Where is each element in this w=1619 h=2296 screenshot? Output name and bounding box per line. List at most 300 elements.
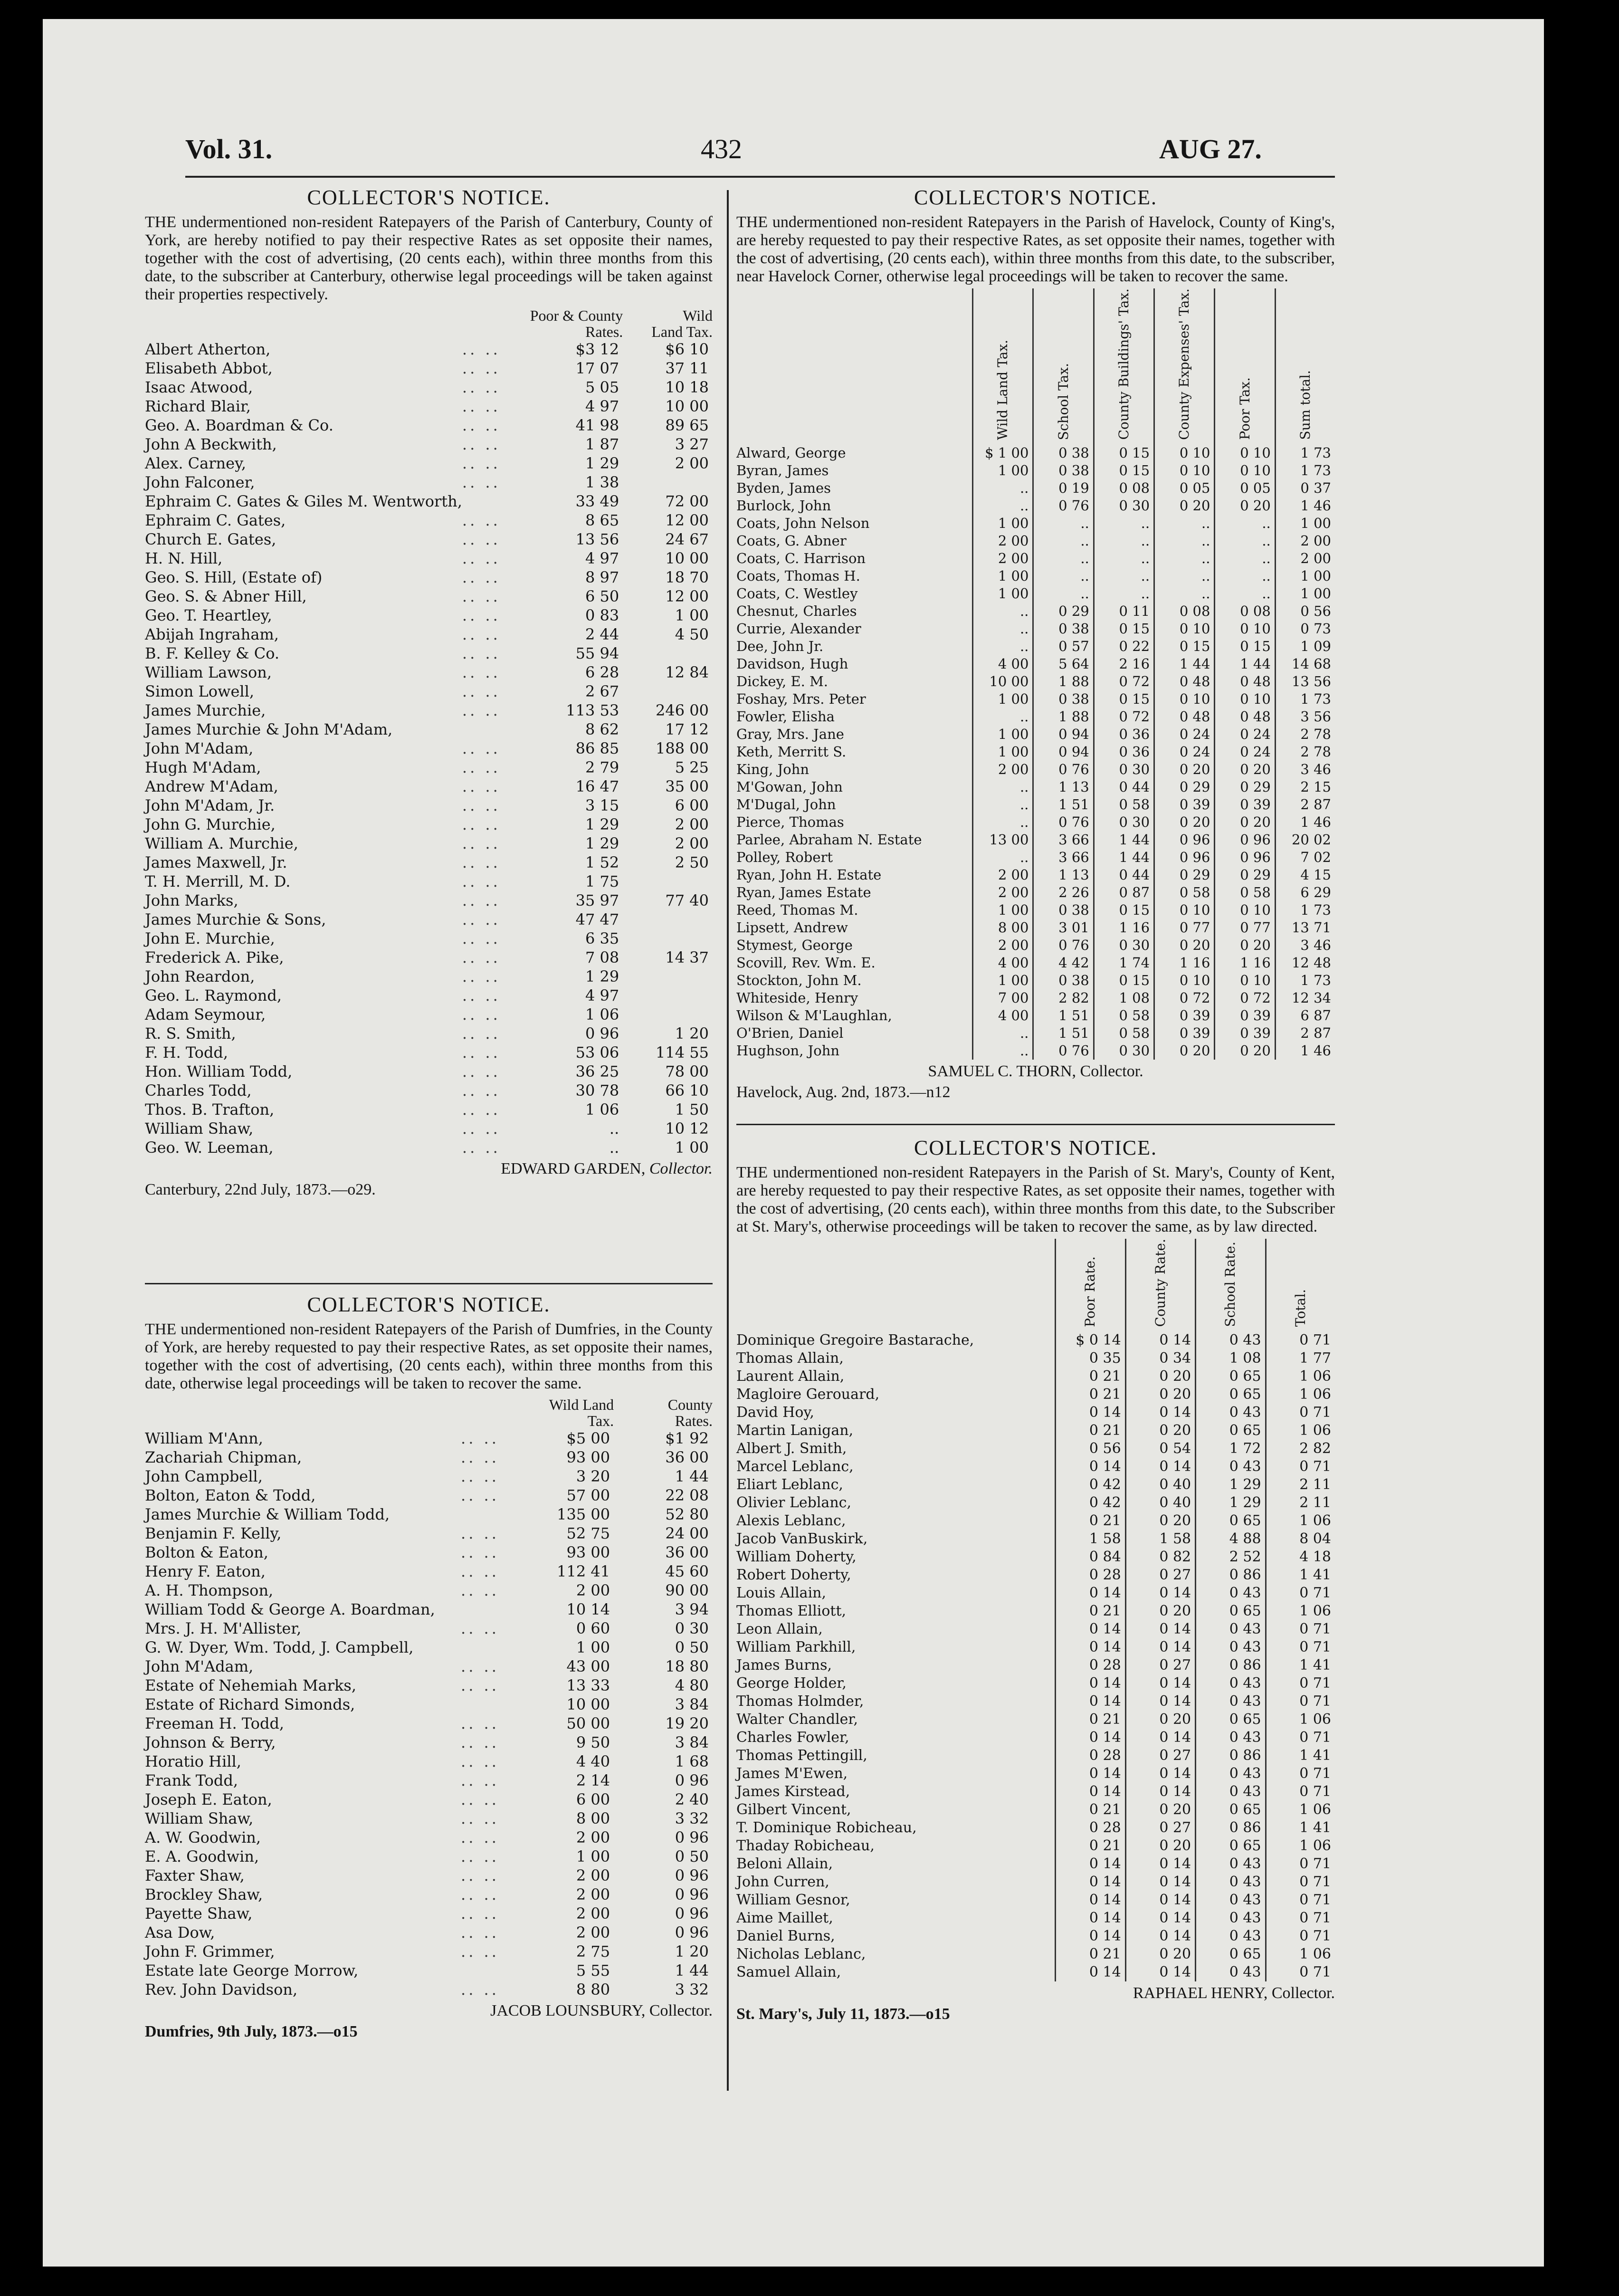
rate-value: 0 72 bbox=[1094, 673, 1154, 690]
ratepayer-name: Faxter Shaw, bbox=[145, 1866, 245, 1885]
rate-value: 1 73 bbox=[1275, 444, 1335, 462]
ratepayer-name: Alward, George bbox=[736, 444, 846, 461]
rate-value: .. bbox=[973, 813, 1033, 831]
rate-value: 41 98 bbox=[575, 416, 619, 434]
ratepayer-name: Coats, G. Abner bbox=[736, 532, 847, 549]
rate-value: .. bbox=[1094, 550, 1154, 567]
rate-value: .. bbox=[1154, 567, 1215, 585]
rate-value: 4 97 bbox=[585, 397, 619, 415]
rate-value: 0 65 bbox=[1196, 1945, 1266, 1963]
rate-value: 2 16 bbox=[1094, 655, 1154, 673]
table-row bbox=[145, 1505, 713, 1524]
rate-value: 0 72 bbox=[1154, 989, 1215, 1007]
table-row bbox=[736, 1476, 1335, 1494]
rate-value: 3 94 bbox=[675, 1600, 709, 1618]
rate-value: 0 14 bbox=[1125, 1873, 1195, 1891]
rate-value: 4 00 bbox=[973, 655, 1033, 673]
ratepayer-name: Martin Lanigan, bbox=[736, 1422, 854, 1439]
rate-value: 1 44 bbox=[1094, 831, 1154, 849]
ratepayer-name: James Murchie & William Todd, bbox=[145, 1505, 390, 1523]
ratepayer-name: William Gesnor, bbox=[736, 1892, 850, 1909]
leader-dots: .. .. bbox=[462, 1119, 501, 1138]
rate-value: 1 44 bbox=[1154, 655, 1215, 673]
ratepayer-name: Freeman H. Todd, bbox=[145, 1714, 285, 1732]
rate-value bbox=[623, 1005, 713, 1024]
rate-value: 1 50 bbox=[675, 1100, 709, 1119]
rate-value: 1 73 bbox=[1275, 462, 1335, 479]
rate-value: 0 44 bbox=[1094, 866, 1154, 884]
table-row bbox=[736, 1963, 1335, 1981]
ratepayer-name: O'Brien, Daniel bbox=[736, 1024, 844, 1041]
table-row bbox=[736, 831, 1335, 849]
rate-value: 0 14 bbox=[1125, 1855, 1195, 1873]
leader-dots: .. .. bbox=[462, 1100, 501, 1119]
rate-value: 2 44 bbox=[585, 625, 619, 643]
rate-value: 135 00 bbox=[557, 1505, 610, 1523]
rate-value: $3 12 bbox=[575, 340, 619, 358]
table-row bbox=[145, 568, 713, 587]
rate-value: 0 48 bbox=[1154, 708, 1215, 726]
rate-value: 3 01 bbox=[1033, 919, 1094, 937]
table-row bbox=[145, 948, 713, 967]
rate-value: 0 14 bbox=[1125, 1674, 1195, 1693]
rate-value: 1 09 bbox=[1275, 638, 1335, 655]
ratepayer-name: Parlee, Abraham N. Estate bbox=[736, 831, 922, 848]
table-row bbox=[145, 530, 713, 549]
rate-value: 4 15 bbox=[1275, 866, 1335, 884]
table-row bbox=[736, 638, 1335, 655]
leader-dots bbox=[461, 1638, 510, 1657]
rate-value: 0 43 bbox=[1196, 1963, 1266, 1981]
table-row bbox=[145, 473, 713, 492]
ratepayer-name: Byden, James bbox=[736, 479, 831, 496]
ratepayer-name: Brockley Shaw, bbox=[145, 1885, 263, 1904]
ratepayer-name: M'Dugal, John bbox=[736, 796, 836, 813]
rate-value: 0 43 bbox=[1196, 1873, 1266, 1891]
rate-value: 0 21 bbox=[1056, 1602, 1125, 1620]
rate-value: .. bbox=[1215, 567, 1275, 585]
rate-value: 0 10 bbox=[1154, 690, 1215, 708]
col-header: Sum total. bbox=[1297, 370, 1313, 440]
table-row bbox=[145, 1809, 713, 1828]
rate-value: 0 21 bbox=[1056, 1837, 1125, 1855]
rate-value: 0 39 bbox=[1154, 1024, 1215, 1042]
rate-value: 0 71 bbox=[1266, 1855, 1335, 1873]
ratepayer-name: Charles Todd, bbox=[145, 1081, 252, 1100]
rate-value: 12 48 bbox=[1275, 954, 1335, 972]
rate-value: 0 21 bbox=[1056, 1386, 1125, 1404]
rate-value: 86 85 bbox=[575, 739, 619, 757]
rate-value: 1 87 bbox=[585, 435, 619, 453]
ratepayer-name: Magloire Gerouard, bbox=[736, 1386, 880, 1403]
rate-value: 0 38 bbox=[1033, 444, 1094, 462]
rate-value: $ 0 14 bbox=[1056, 1331, 1125, 1349]
rate-value: 77 40 bbox=[665, 891, 709, 909]
rate-value: 0 96 bbox=[675, 1866, 709, 1885]
rate-value: 0 15 bbox=[1094, 620, 1154, 638]
rate-value: 4 42 bbox=[1033, 954, 1094, 972]
rate-value bbox=[623, 910, 713, 929]
table-row bbox=[145, 1904, 713, 1923]
rate-value: 12 84 bbox=[665, 663, 709, 681]
ratepayer-name: Chesnut, Charles bbox=[736, 603, 857, 619]
ratepayer-name: Hugh M'Adam, bbox=[145, 758, 261, 776]
rate-value: 1 29 bbox=[1196, 1494, 1266, 1512]
rate-value: 188 00 bbox=[656, 739, 709, 757]
ratepayer-name: Frederick A. Pike, bbox=[145, 948, 284, 966]
ratepayer-name: Laurent Allain, bbox=[736, 1368, 845, 1385]
rate-value: 1 00 bbox=[675, 1138, 709, 1157]
table-row bbox=[736, 1711, 1335, 1729]
ratepayer-name: John Curren, bbox=[736, 1874, 829, 1891]
ratepayer-name: Abijah Ingraham, bbox=[145, 625, 279, 643]
rate-value: 0 43 bbox=[1196, 1927, 1266, 1945]
rate-value: 0 77 bbox=[1154, 919, 1215, 937]
rate-value: 0 56 bbox=[1275, 603, 1335, 620]
rate-value: 2 00 bbox=[973, 884, 1033, 901]
rate-value: 1 73 bbox=[1275, 690, 1335, 708]
leader-dots: .. .. bbox=[462, 435, 501, 453]
rate-value: 1 06 bbox=[1266, 1602, 1335, 1620]
rate-value: 1 41 bbox=[1266, 1747, 1335, 1765]
havelock-table bbox=[736, 288, 1335, 1060]
rate-value: 0 15 bbox=[1094, 462, 1154, 479]
ratepayer-name: Thos. B. Trafton, bbox=[145, 1100, 275, 1119]
leader-dots: .. .. bbox=[461, 1486, 499, 1504]
rate-value: 1 52 bbox=[585, 853, 619, 871]
table-row bbox=[736, 1693, 1335, 1711]
ratepayer-name: Ephraim C. Gates & Giles M. Wentworth, bbox=[145, 492, 462, 510]
rate-value: 0 14 bbox=[1125, 1693, 1195, 1711]
rate-value: 0 10 bbox=[1154, 620, 1215, 638]
leader-dots: .. .. bbox=[461, 1676, 499, 1694]
rate-value: 0 96 bbox=[675, 1923, 709, 1942]
rate-value: 0 44 bbox=[1094, 778, 1154, 796]
ratepayer-name: Hughson, John bbox=[736, 1042, 840, 1059]
leader-dots bbox=[462, 720, 528, 739]
table-row bbox=[145, 1961, 713, 1980]
rate-value: 6 29 bbox=[1275, 884, 1335, 901]
rate-value: 1 51 bbox=[1033, 796, 1094, 813]
rate-value: $1 92 bbox=[665, 1429, 709, 1447]
rate-value: 4 80 bbox=[675, 1676, 709, 1694]
table-row bbox=[736, 532, 1335, 550]
rate-value: 3 84 bbox=[675, 1733, 709, 1751]
ratepayer-name: Gilbert Vincent, bbox=[736, 1801, 851, 1818]
rate-value: 0 84 bbox=[1056, 1548, 1125, 1566]
rate-value: 1 73 bbox=[1275, 972, 1335, 989]
rate-value: 1 06 bbox=[1266, 1422, 1335, 1440]
rate-value: 1 44 bbox=[675, 1467, 709, 1485]
table-row bbox=[145, 720, 713, 739]
rate-value: 33 49 bbox=[575, 492, 619, 510]
table-row bbox=[736, 1909, 1335, 1927]
rate-value: 0 20 bbox=[1154, 813, 1215, 831]
ratepayer-name: John A Beckwith, bbox=[145, 435, 277, 453]
leader-dots: .. .. bbox=[461, 1714, 499, 1732]
table-row bbox=[736, 1638, 1335, 1656]
leader-dots: .. .. bbox=[462, 397, 501, 415]
rate-value: 35 00 bbox=[665, 777, 709, 795]
ratepayer-name: Dickey, E. M. bbox=[736, 673, 828, 689]
rate-value: 0 43 bbox=[1196, 1891, 1266, 1909]
leader-dots: .. .. bbox=[462, 739, 501, 757]
table-row bbox=[736, 866, 1335, 884]
rate-value: 0 56 bbox=[1056, 1440, 1125, 1458]
rate-value: 66 10 bbox=[665, 1081, 709, 1100]
table-row bbox=[736, 515, 1335, 532]
rate-value: 0 48 bbox=[1215, 673, 1275, 690]
rate-value: 0 21 bbox=[1056, 1711, 1125, 1729]
leader-dots: .. .. bbox=[462, 568, 501, 586]
leader-dots: .. .. bbox=[461, 1467, 499, 1485]
ratepayer-name: Geo. S. & Abner Hill, bbox=[145, 587, 307, 605]
rate-value: .. bbox=[1154, 585, 1215, 603]
ratepayer-name: Foshay, Mrs. Peter bbox=[736, 690, 866, 707]
rate-value: 2 78 bbox=[1275, 743, 1335, 761]
rate-value: 2 50 bbox=[675, 853, 709, 871]
table-row bbox=[145, 910, 713, 929]
rate-value: 4 97 bbox=[585, 549, 619, 567]
ratepayer-name: Thomas Allain, bbox=[736, 1350, 844, 1367]
ratepayer-name: A. W. Goodwin, bbox=[145, 1828, 261, 1846]
rate-value: 4 97 bbox=[585, 986, 619, 1004]
rate-value: .. bbox=[1094, 585, 1154, 603]
table-row bbox=[145, 1524, 713, 1543]
rate-value: 12 00 bbox=[665, 587, 709, 605]
rate-value: 0 71 bbox=[1266, 1674, 1335, 1693]
leader-dots: .. .. bbox=[462, 929, 501, 947]
rate-value: 0 43 bbox=[1196, 1729, 1266, 1747]
rate-value: .. bbox=[973, 1024, 1033, 1042]
table-row bbox=[145, 1600, 713, 1619]
ratepayer-name: Henry F. Eaton, bbox=[145, 1562, 266, 1580]
leader-dots: .. .. bbox=[461, 1429, 499, 1447]
ratepayer-name: Nicholas Leblanc, bbox=[736, 1946, 866, 1963]
col-header: School Rate. bbox=[1222, 1241, 1238, 1327]
rate-value: 0 72 bbox=[1094, 708, 1154, 726]
rate-value: 0 14 bbox=[1125, 1783, 1195, 1801]
rate-value: 1 06 bbox=[585, 1100, 619, 1119]
rate-value: 0 65 bbox=[1196, 1602, 1266, 1620]
table-row bbox=[145, 967, 713, 986]
rate-value: 0 43 bbox=[1196, 1855, 1266, 1873]
rate-value: 6 50 bbox=[585, 587, 619, 605]
table-row bbox=[736, 901, 1335, 919]
rate-value: 0 94 bbox=[1033, 743, 1094, 761]
rate-value: 0 15 bbox=[1154, 638, 1215, 655]
rate-value: 113 53 bbox=[566, 701, 619, 719]
notice-intro: THE undermentioned non-resident Ratepayers in the Parish of St. Mary's, County of Kent, are hereby requested to pay their respective Rates, as set opposite their names, together with the cost of advertising, (20 cents each), within three months from this date, to the Subscriber at St. Mary's, otherwise proceedings will be taken to recover the same, as by law directed. bbox=[736, 1164, 1335, 1235]
leader-dots: .. .. bbox=[462, 549, 501, 567]
ratepayer-name: Ryan, John H. Estate bbox=[736, 866, 882, 883]
leader-dots: .. .. bbox=[462, 986, 501, 1004]
rate-value: 0 96 bbox=[675, 1771, 709, 1789]
rate-value: .. bbox=[1154, 515, 1215, 532]
rate-value: 1 00 bbox=[973, 726, 1033, 743]
rate-value: 37 11 bbox=[665, 359, 709, 377]
rate-value: .. bbox=[973, 479, 1033, 497]
rate-value: 0 71 bbox=[1266, 1873, 1335, 1891]
rate-value: .. bbox=[973, 708, 1033, 726]
rate-value: 0 43 bbox=[1196, 1638, 1266, 1656]
rate-value: 0 14 bbox=[1125, 1729, 1195, 1747]
leader-dots: .. .. bbox=[461, 1923, 499, 1942]
dumfries-table bbox=[145, 1397, 713, 1999]
notice-st-marys bbox=[736, 1136, 1335, 2023]
rate-value: 1 38 bbox=[585, 473, 619, 491]
table-row bbox=[736, 708, 1335, 726]
rate-value: 0 10 bbox=[1154, 444, 1215, 462]
col-header: County bbox=[667, 1396, 713, 1413]
rate-value: 36 25 bbox=[575, 1062, 619, 1081]
table-row bbox=[145, 1486, 713, 1505]
rate-value: 0 14 bbox=[1056, 1729, 1125, 1747]
notice-dateline: St. Mary's, July 11, 1873.—o15 bbox=[736, 2005, 950, 2023]
leader-dots: .. .. bbox=[462, 663, 501, 681]
leader-dots bbox=[462, 492, 528, 511]
rate-value: 114 55 bbox=[656, 1043, 709, 1062]
rate-value: 0 71 bbox=[1266, 1927, 1335, 1945]
table-row bbox=[736, 1386, 1335, 1404]
ratepayer-name: Bolton, Eaton & Todd, bbox=[145, 1486, 316, 1504]
rate-value: .. bbox=[1154, 532, 1215, 550]
notice-intro: THE undermentioned non-resident Ratepayers of the Parish of Dumfries, in the County of York, are hereby requested to pay their respective Rates, as set opposite their names, together with the cost of advertising, (20 cents each), within three months from this date, otherwise legal proceedings will be taken to recover the same. bbox=[145, 1320, 713, 1392]
rate-value bbox=[623, 929, 713, 948]
ratepayer-name: Stymest, George bbox=[736, 937, 853, 953]
ratepayer-name: Polley, Robert bbox=[736, 849, 833, 865]
rate-value: 1 41 bbox=[1266, 1656, 1335, 1674]
table-row bbox=[736, 1656, 1335, 1674]
rate-value: $ 1 00 bbox=[973, 444, 1033, 462]
ratepayer-name: Dominique Gregoire Bastarache, bbox=[736, 1332, 974, 1349]
rate-value: 1 00 bbox=[973, 462, 1033, 479]
rate-value: 0 20 bbox=[1125, 1512, 1195, 1530]
st-marys-table bbox=[736, 1239, 1335, 1981]
ratepayer-name: William Parkhill, bbox=[736, 1639, 856, 1656]
table-row bbox=[736, 1783, 1335, 1801]
table-row bbox=[145, 1752, 713, 1771]
table-row bbox=[736, 989, 1335, 1007]
rate-value: 1 29 bbox=[585, 834, 619, 852]
ratepayer-name: King, John bbox=[736, 761, 810, 777]
ratepayer-name: Davidson, Hugh bbox=[736, 655, 848, 672]
rate-value: 0 20 bbox=[1154, 1042, 1215, 1060]
rate-value: 0 71 bbox=[1266, 1638, 1335, 1656]
table-row bbox=[736, 1891, 1335, 1909]
table-row bbox=[736, 1007, 1335, 1024]
table-row bbox=[736, 1530, 1335, 1548]
rate-value: 18 70 bbox=[665, 568, 709, 586]
table-row bbox=[145, 1467, 713, 1486]
rate-value: 1 06 bbox=[1266, 1801, 1335, 1819]
table-row bbox=[145, 397, 713, 416]
ratepayer-name: David Hoy, bbox=[736, 1404, 814, 1421]
rate-value: 0 39 bbox=[1215, 796, 1275, 813]
table-row bbox=[736, 1566, 1335, 1584]
rate-value: 7 08 bbox=[585, 948, 619, 966]
table-row bbox=[145, 511, 713, 530]
table-row bbox=[736, 849, 1335, 866]
table-row bbox=[736, 1765, 1335, 1783]
table-row bbox=[145, 435, 713, 454]
rate-value: 72 00 bbox=[665, 492, 709, 510]
rate-value: 0 20 bbox=[1125, 1386, 1195, 1404]
rate-value: 0 14 bbox=[1056, 1404, 1125, 1422]
notice-havelock bbox=[736, 185, 1335, 1101]
rate-value: 2 00 bbox=[576, 1923, 610, 1942]
rate-value: 0 19 bbox=[1033, 479, 1094, 497]
rate-value: 20 02 bbox=[1275, 831, 1335, 849]
rate-value: 1 51 bbox=[1033, 1007, 1094, 1024]
rate-value: 0 65 bbox=[1196, 1801, 1266, 1819]
rate-value: 0 57 bbox=[1033, 638, 1094, 655]
ratepayer-name: James Murchie & John M'Adam, bbox=[145, 720, 393, 738]
leader-dots: .. .. bbox=[462, 511, 501, 529]
rate-value: 0 65 bbox=[1196, 1368, 1266, 1386]
leader-dots: .. .. bbox=[461, 1885, 499, 1904]
rate-value: 3 15 bbox=[585, 796, 619, 814]
table-row bbox=[736, 462, 1335, 479]
rate-value: 10 14 bbox=[566, 1600, 610, 1618]
col-header: Rates. bbox=[675, 1412, 713, 1429]
rate-value: 1 00 bbox=[973, 515, 1033, 532]
newspaper-page bbox=[43, 19, 1544, 2267]
rate-value: 0 96 bbox=[675, 1904, 709, 1923]
ratepayer-name: Stockton, John M. bbox=[736, 972, 862, 988]
rate-value: 0 14 bbox=[1125, 1458, 1195, 1476]
rate-value: 0 71 bbox=[1266, 1729, 1335, 1747]
rate-value: 6 87 bbox=[1275, 1007, 1335, 1024]
rate-value: 0 10 bbox=[1215, 690, 1275, 708]
ratepayer-name: Adam Seymour, bbox=[145, 1005, 266, 1024]
rate-value: 7 00 bbox=[973, 989, 1033, 1007]
rate-value: 53 06 bbox=[575, 1043, 619, 1062]
table-row bbox=[736, 1855, 1335, 1873]
ratepayer-name: H. N. Hill, bbox=[145, 549, 223, 567]
ratepayer-name: Pierce, Thomas bbox=[736, 813, 844, 830]
rate-value: 93 00 bbox=[566, 1448, 610, 1466]
rate-value: 30 78 bbox=[575, 1081, 619, 1100]
ratepayer-name: Geo. A. Boardman & Co. bbox=[145, 416, 333, 434]
rate-value: 3 46 bbox=[1275, 937, 1335, 954]
leader-dots: .. .. bbox=[462, 948, 501, 966]
rate-value: 0 28 bbox=[1056, 1747, 1125, 1765]
rate-value: 0 43 bbox=[1196, 1783, 1266, 1801]
rate-value: $5 00 bbox=[566, 1429, 610, 1447]
table-row bbox=[145, 853, 713, 872]
table-row bbox=[145, 644, 713, 663]
rate-value: 1 77 bbox=[1266, 1349, 1335, 1368]
rate-value: 0 08 bbox=[1154, 603, 1215, 620]
ratepayer-name: James Maxwell, Jr. bbox=[145, 853, 287, 871]
table-row bbox=[145, 1081, 713, 1100]
rate-value: 0 14 bbox=[1125, 1963, 1195, 1981]
ratepayer-name: John Marks, bbox=[145, 891, 238, 909]
rate-value: 8 65 bbox=[585, 511, 619, 529]
rate-value: 0 27 bbox=[1125, 1566, 1195, 1584]
rate-value: 0 20 bbox=[1154, 937, 1215, 954]
collector-signature: EDWARD GARDEN, Collector. bbox=[501, 1160, 713, 1177]
table-row bbox=[145, 1923, 713, 1942]
col-header: County Expenses' Tax. bbox=[1176, 288, 1192, 440]
ratepayer-name: James Murchie, bbox=[145, 701, 266, 719]
rate-value: 0 43 bbox=[1196, 1693, 1266, 1711]
rate-value: 2 79 bbox=[585, 758, 619, 776]
rate-value: 1 00 bbox=[1275, 567, 1335, 585]
rate-value: 2 15 bbox=[1275, 778, 1335, 796]
col-header: Wild bbox=[683, 307, 713, 324]
